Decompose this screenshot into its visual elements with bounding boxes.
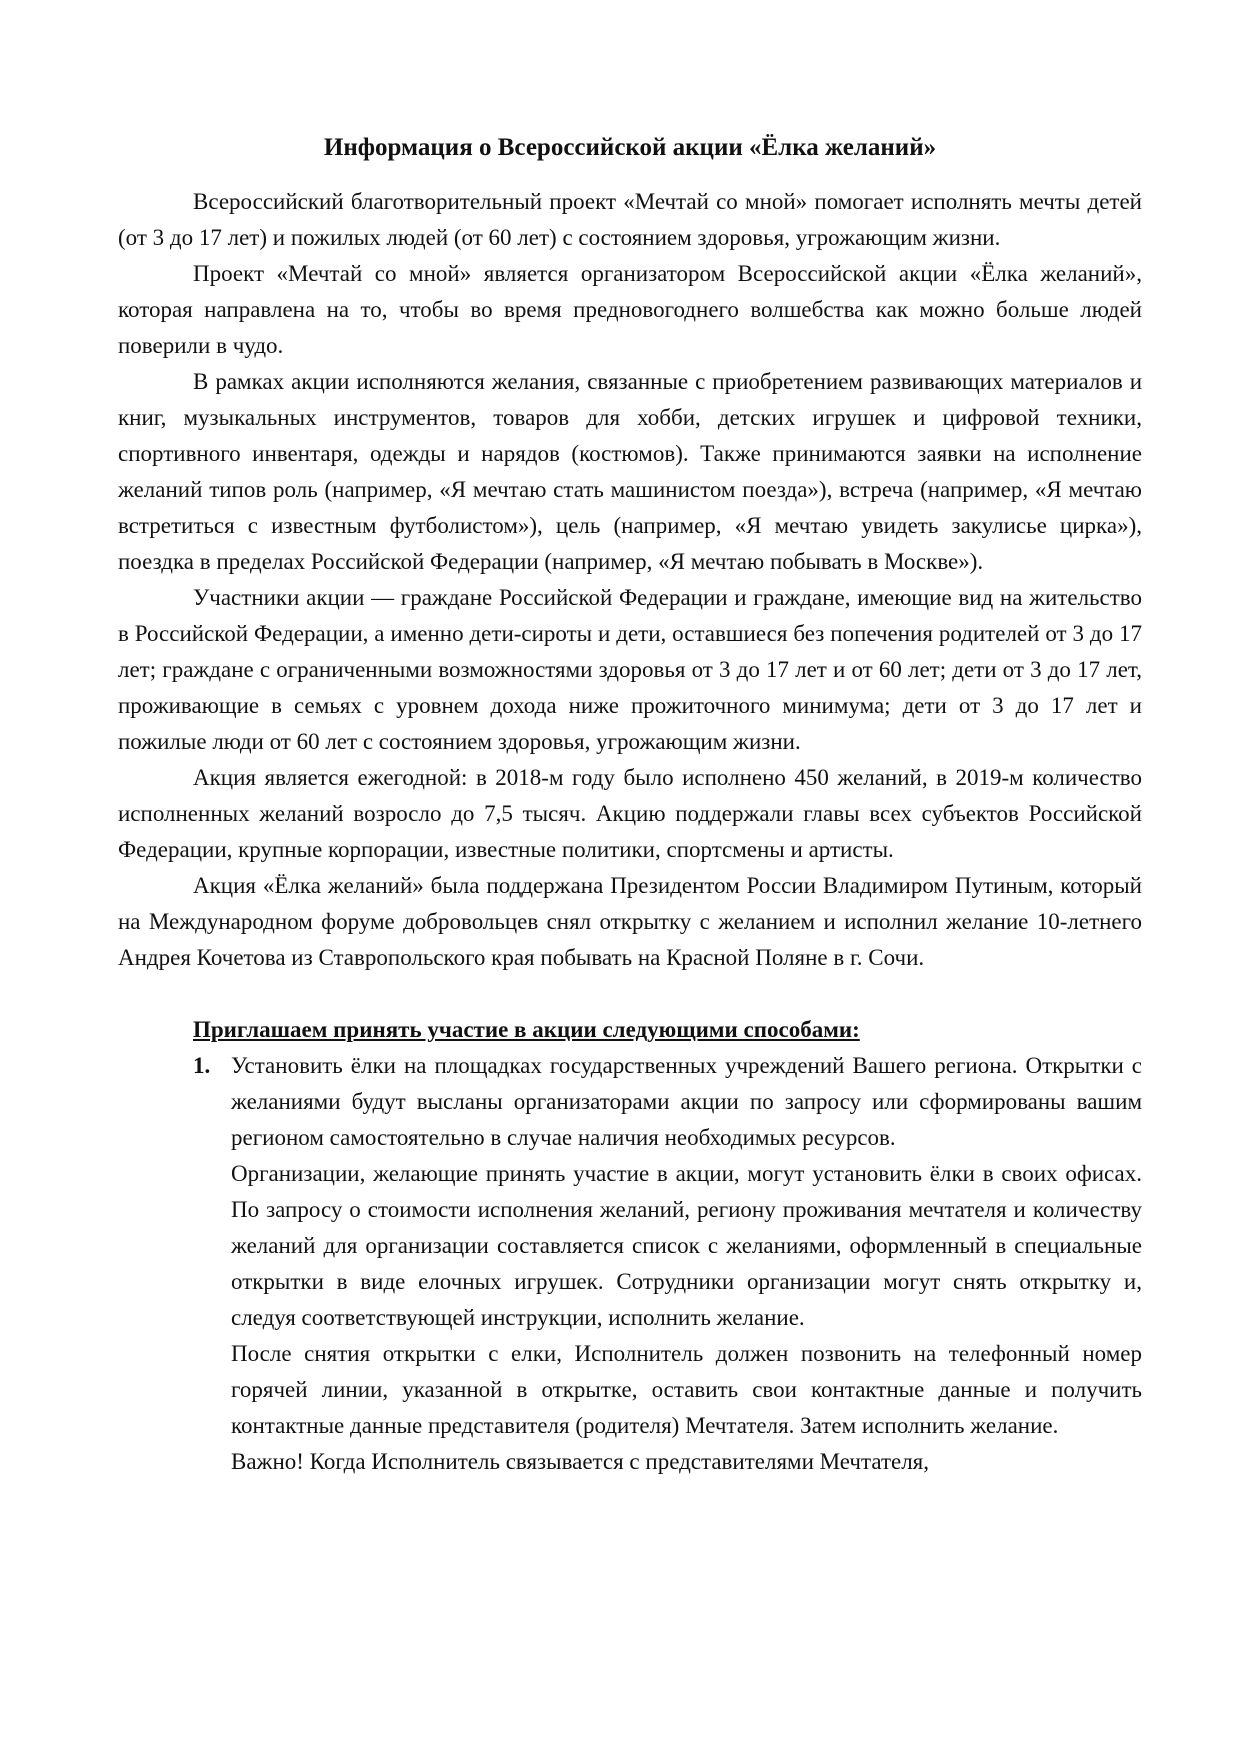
list-item-paragraph: После снятия открытки с елки, Исполнитель должен позвонить на телефонный номер горячей линии, указанной в открытке, оставить свои контактные данные и получить контактные данные представителя (родителя) Мечтателя. Затем исполнить желание.	[231, 1341, 1142, 1438]
list-item-paragraph: Установить ёлки на площадках государственных учреждений Вашего региона. Открытки с желаниями будут высланы организаторами акции по запросу или сформированы вашим регионом самостоятельно в случае наличия необходимых ресурсов.	[231, 1053, 1142, 1150]
document-body	[118, 130, 1142, 1480]
list-item-1	[118, 1048, 1142, 1480]
list-item-paragraph: Организации, желающие принять участие в акции, могут установить ёлки в своих офисах. По запросу о стоимости исполнения желаний, региону проживания мечтателя и количеству желаний для организации составляется список с желаниями, оформленный в специальные открытки в виде елочных игрушек. Сотрудники организации могут снять открытку и, следуя соответствующей инструкции, исполнить желание.	[231, 1161, 1142, 1330]
paragraph-president: Акция «Ёлка желаний» была поддержана Президентом России Владимиром Путиным, который на Международном форуме добровольцев снял открытку с желанием и исполнил желание 10-летнего Андрея Кочетова из Ставропольского края побывать на Красной Поляне в г. Сочи.	[118, 873, 1142, 970]
paragraph-organizer: Проект «Мечтай со мной» является организатором Всероссийской акции «Ёлка желаний», которая направлена на то, чтобы во время предновогоднего волшебства как можно больше людей поверили в чудо.	[118, 261, 1142, 358]
list-item-paragraph: Важно! Когда Исполнитель связывается с представителями Мечтателя,	[231, 1449, 930, 1474]
invite-heading: Приглашаем принять участие в акции следующими способами:	[193, 1017, 860, 1042]
section-spacer	[118, 976, 1142, 1012]
paragraph-history: Акция является ежегодной: в 2018-м году было исполнено 450 желаний, в 2019-м количество исполненных желаний возросло до 7,5 тысяч. Акцию поддержали главы всех субъектов Российской Федерации, крупные корпорации, известные политики, спортсмены и артисты.	[118, 765, 1142, 862]
paragraph-participants: Участники акции — граждане Российской Федерации и граждане, имеющие вид на жительство в Российской Федерации, а именно дети-сироты и дети, оставшиеся без попечения родителей от 3 до 17 лет; граждане с ограниченными возможностями здоровья от 3 до 17 лет и от 60 лет; дети от 3 до 17 лет, проживающие в семьях с уровнем дохода ниже прожиточного минимума; дети от 3 до 17 лет и пожилые люди от 60 лет с состоянием здоровья, угрожающим жизни.	[118, 585, 1142, 754]
paragraph-intro: Всероссийский благотворительный проект «Мечтай со мной» помогает исполнять мечты детей (от 3 до 17 лет) и пожилых людей (от 60 лет) с состоянием здоровья, угрожающим жизни.	[118, 189, 1142, 250]
list-item-number: 1.	[193, 1053, 211, 1078]
document-title: Информация о Всероссийской акции «Ёлка желаний»	[323, 134, 937, 161]
paragraph-wishes: В рамках акции исполняются желания, связанные с приобретением развивающих материалов и книг, музыкальных инструментов, товаров для хобби, детских игрушек и цифровой техники, спортивного инвентаря, одежды и нарядов (костюмов). Также принимаются заявки на исполнение желаний типов роль (например, «Я мечтаю стать машинистом поезда»), встреча (например, «Я мечтаю встретиться с известным футболистом»), цель (например, «Я мечтаю увидеть закулисье цирка»), поездка в пределах Российской Федерации (например, «Я мечтаю побывать в Москве»).	[118, 369, 1142, 574]
